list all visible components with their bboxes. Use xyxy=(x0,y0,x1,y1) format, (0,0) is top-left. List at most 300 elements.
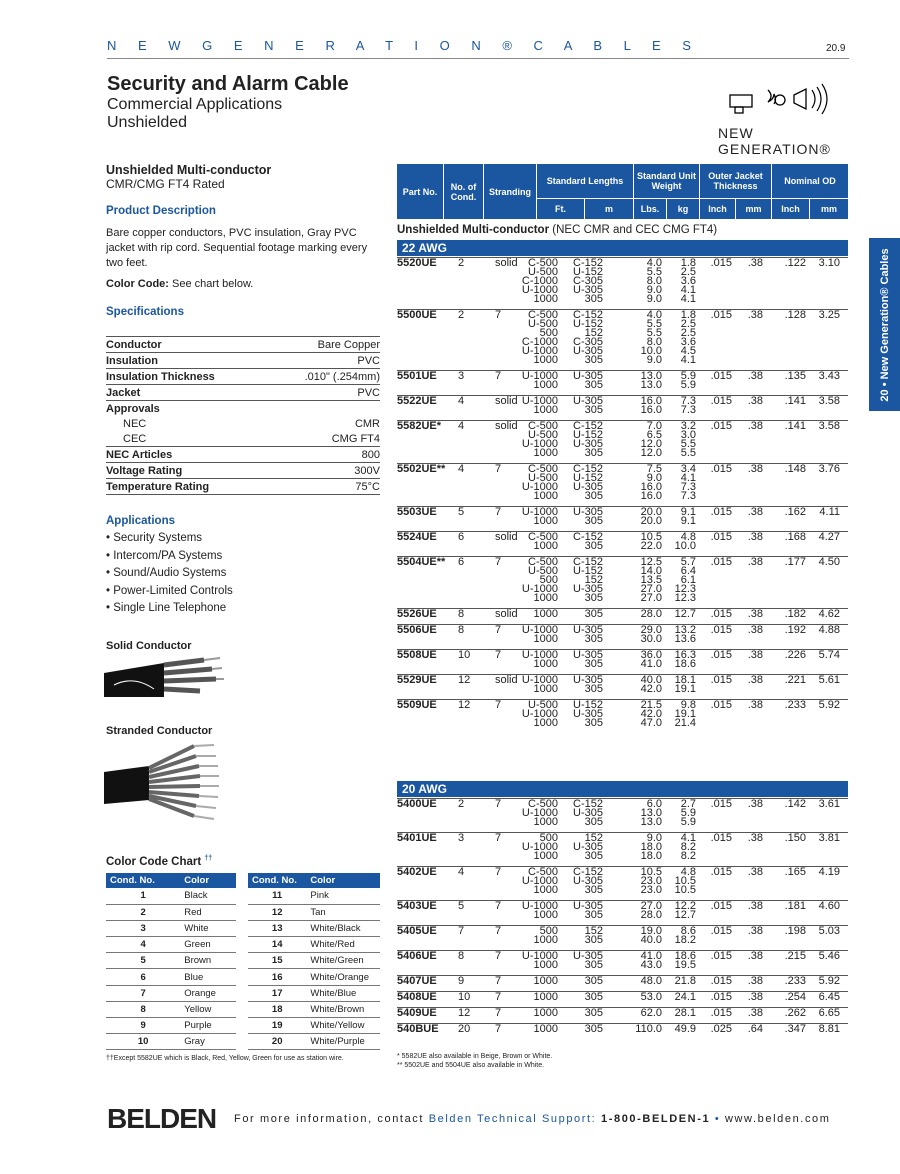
conductor-count: 12 xyxy=(458,674,471,686)
length-m: C-152 xyxy=(573,798,603,810)
jacket-inch: .015 xyxy=(710,900,732,912)
weight-kg-list xyxy=(675,676,696,694)
weight-kg: 12.7 xyxy=(674,608,696,620)
hdr-od-mm: mm xyxy=(810,199,848,219)
length-m: 305 xyxy=(584,540,603,552)
od-mm: 5.92 xyxy=(818,699,840,711)
length-ft-list xyxy=(522,868,558,895)
stranding: solid xyxy=(495,395,518,407)
length-ft: 1000 xyxy=(533,404,558,416)
weight-kg-list xyxy=(675,952,696,970)
spec-row xyxy=(106,416,380,431)
length-ft-list xyxy=(522,626,558,644)
weight-kg: 9.8 xyxy=(680,699,696,711)
product-subtitle: CMR/CMG FT4 Rated xyxy=(106,177,225,191)
applications-list xyxy=(106,530,233,618)
length-m: U-305 xyxy=(573,875,603,887)
spec-row xyxy=(106,337,380,353)
length-ft: 1000 xyxy=(533,850,558,862)
length-ft: U-1000 xyxy=(521,950,558,962)
length-m: 305 xyxy=(584,447,603,459)
spec-value: CMR xyxy=(354,418,380,430)
length-ft: C-1000 xyxy=(521,275,558,287)
length-ft: 1000 xyxy=(533,975,558,987)
weight-kg: 3.0 xyxy=(680,429,696,441)
weight-kg: 21.8 xyxy=(674,975,696,987)
weight-lbs: 9.0 xyxy=(646,284,662,296)
jacket-mm: .38 xyxy=(747,925,763,937)
length-ft-list xyxy=(522,800,558,827)
cond-number: 15 xyxy=(248,953,306,969)
jacket-inch: .015 xyxy=(710,556,732,568)
weight-kg: 5.7 xyxy=(680,556,696,568)
length-m: U-305 xyxy=(573,583,603,595)
length-ft: U-1000 xyxy=(521,583,558,595)
od-mm: 5.74 xyxy=(818,649,840,661)
product-row xyxy=(397,866,848,898)
od-inch: .165 xyxy=(784,866,806,878)
chart-heading-text: Color Code Chart xyxy=(106,855,202,868)
conductor-count: 4 xyxy=(458,866,465,878)
jacket-inch: .015 xyxy=(710,608,732,620)
length-ft: U-1000 xyxy=(521,807,558,819)
part-number: 5401UE xyxy=(397,832,437,844)
cond-color: White/Black xyxy=(306,920,380,936)
weight-lbs: 20.0 xyxy=(640,506,662,518)
weight-lbs: 42.0 xyxy=(640,683,662,695)
table-footnote-2: ** 5502UE and 5504UE also available in White. xyxy=(397,1062,545,1069)
color-code-table-a xyxy=(106,873,236,1050)
weight-lbs-list xyxy=(641,1009,662,1018)
weight-kg-list xyxy=(675,993,696,1002)
length-ft: 500 xyxy=(539,327,558,339)
length-ft: 1000 xyxy=(533,683,558,695)
left-column xyxy=(106,163,381,318)
length-ft: C-500 xyxy=(528,556,558,568)
color-code-row xyxy=(248,920,380,936)
weight-kg: 3.6 xyxy=(680,336,696,348)
cond-color: Green xyxy=(180,937,236,953)
length-m-list xyxy=(573,372,603,390)
contact-line xyxy=(234,1113,831,1125)
cond-number: 20 xyxy=(248,1034,306,1050)
stranding: 7 xyxy=(495,649,502,661)
weight-kg-list xyxy=(681,800,696,827)
weight-lbs: 21.5 xyxy=(640,699,662,711)
weight-lbs: 10.0 xyxy=(640,345,662,357)
hdr-od-inch: Inch xyxy=(772,199,809,219)
hdr-standard-unit-weight: Standard Unit Weight xyxy=(634,164,699,198)
weight-lbs: 8.0 xyxy=(646,275,662,287)
product-row xyxy=(397,257,848,307)
length-m: U-305 xyxy=(573,481,603,493)
length-ft: U-500 xyxy=(528,472,558,484)
stranding: 7 xyxy=(495,925,502,937)
jacket-inch: .015 xyxy=(710,463,732,475)
cond-number: 9 xyxy=(106,1018,180,1034)
weight-kg: 10.5 xyxy=(674,875,696,887)
od-inch: .226 xyxy=(784,649,806,661)
length-m: U-305 xyxy=(573,395,603,407)
weight-kg: 12.3 xyxy=(674,583,696,595)
jacket-mm: .38 xyxy=(747,395,763,407)
color-chart-footnote: ††Except 5582UE which is Black, Red, Yellow, Green for use as station wire. xyxy=(106,1055,344,1062)
jacket-mm: .38 xyxy=(747,608,763,620)
product-row xyxy=(397,1023,848,1037)
length-m-list xyxy=(585,977,603,986)
length-m: C-152 xyxy=(573,420,603,432)
conductor-count: 8 xyxy=(458,950,465,962)
length-m: 305 xyxy=(584,991,603,1003)
length-ft: 1000 xyxy=(533,633,558,645)
weight-kg: 8.2 xyxy=(680,841,696,853)
solid-conductor-illustration-icon xyxy=(104,655,224,705)
jacket-inch: .015 xyxy=(710,991,732,1003)
weight-kg-list xyxy=(681,465,696,501)
length-m-list xyxy=(573,422,603,458)
length-m: C-152 xyxy=(573,309,603,321)
length-m: 305 xyxy=(584,490,603,502)
length-m-list xyxy=(573,651,603,669)
stranding: 7 xyxy=(495,699,502,711)
length-m: 152 xyxy=(584,832,603,844)
solid-conductor-label: Solid Conductor xyxy=(106,640,192,652)
od-mm: 4.88 xyxy=(818,624,840,636)
chart-heading-mark: †† xyxy=(204,855,213,862)
length-ft: 500 xyxy=(539,925,558,937)
length-ft: U-1000 xyxy=(521,841,558,853)
length-m: 305 xyxy=(584,816,603,828)
length-m-list xyxy=(573,834,603,861)
length-ft: U-500 xyxy=(528,318,558,330)
weight-kg: 18.2 xyxy=(674,934,696,946)
weight-lbs: 23.0 xyxy=(640,884,662,896)
jacket-mm: .38 xyxy=(747,463,763,475)
part-number: 5402UE xyxy=(397,866,437,878)
conductor-count: 4 xyxy=(458,420,465,432)
stranding: 7 xyxy=(495,624,502,636)
length-ft: 1000 xyxy=(533,515,558,527)
length-m: 305 xyxy=(584,515,603,527)
cond-color: White/Brown xyxy=(306,1001,380,1017)
jacket-mm: .38 xyxy=(747,556,763,568)
weight-lbs: 28.0 xyxy=(640,909,662,921)
header-brand: N E W G E N E R A T I O N ® C A B L E S xyxy=(107,38,700,53)
length-m: 305 xyxy=(584,934,603,946)
length-m: U-305 xyxy=(573,624,603,636)
weight-kg: 7.3 xyxy=(680,404,696,416)
weight-kg: 9.1 xyxy=(680,515,696,527)
cond-number: 14 xyxy=(248,937,306,953)
weight-kg-list xyxy=(675,977,696,986)
hdr-lbs: Lbs. xyxy=(634,199,666,219)
conductor-count: 3 xyxy=(458,832,465,844)
weight-lbs: 6.5 xyxy=(646,429,662,441)
weight-lbs: 7.5 xyxy=(646,463,662,475)
conductor-count: 8 xyxy=(458,608,465,620)
contact-url[interactable]: www.belden.com xyxy=(720,1113,831,1125)
color-code-row xyxy=(248,937,380,953)
specifications-heading: Specifications xyxy=(106,306,184,318)
od-mm: 4.27 xyxy=(818,531,840,543)
od-inch: .141 xyxy=(784,420,806,432)
contact-support: Belden Technical Support: xyxy=(428,1113,597,1125)
length-ft-list xyxy=(522,651,558,669)
weight-kg: 4.8 xyxy=(680,531,696,543)
od-mm: 5.61 xyxy=(818,674,840,686)
length-ft: U-1000 xyxy=(521,345,558,357)
cond-color: White/Purple xyxy=(306,1034,380,1050)
weight-kg: 2.5 xyxy=(680,318,696,330)
color-code-row xyxy=(106,920,236,936)
part-number: 5503UE xyxy=(397,506,437,518)
od-inch: .177 xyxy=(784,556,806,568)
length-m: 305 xyxy=(584,293,603,305)
application-item: • Intercom/PA Systems xyxy=(106,548,233,566)
product-row xyxy=(397,420,848,461)
weight-lbs: 48.0 xyxy=(640,975,662,987)
weight-lbs-list xyxy=(641,651,662,669)
weight-lbs-list xyxy=(641,626,662,644)
weight-kg-list xyxy=(681,508,696,526)
length-m: 305 xyxy=(584,717,603,729)
length-ft: U-1000 xyxy=(521,438,558,450)
part-number: 5407UE xyxy=(397,975,437,987)
length-m: 305 xyxy=(584,884,603,896)
belden-logo: BELDEN xyxy=(107,1103,217,1134)
color-code-row xyxy=(106,1001,236,1017)
length-m: 152 xyxy=(584,925,603,937)
weight-kg: 10.5 xyxy=(674,884,696,896)
length-m-list xyxy=(573,952,603,970)
weight-kg: 2.5 xyxy=(680,327,696,339)
weight-lbs: 41.0 xyxy=(640,950,662,962)
section-title-rest: (NEC CMR and CEC CMG FT4) xyxy=(549,224,718,236)
weight-lbs: 27.0 xyxy=(640,900,662,912)
hdr-m: m xyxy=(585,199,633,219)
stranding: 7 xyxy=(495,463,502,475)
weight-lbs: 7.0 xyxy=(646,420,662,432)
cond-color: Gray xyxy=(180,1034,236,1050)
od-mm: 3.10 xyxy=(818,257,840,269)
length-ft: C-1000 xyxy=(521,336,558,348)
weight-lbs: 110.0 xyxy=(635,1023,662,1035)
weight-kg: 5.9 xyxy=(680,379,696,391)
od-mm: 4.60 xyxy=(818,900,840,912)
cond-number: 2 xyxy=(106,904,180,920)
length-ft: 500 xyxy=(539,832,558,844)
product-table-header xyxy=(397,164,848,219)
length-m-list xyxy=(573,676,603,694)
spec-key: Insulation xyxy=(106,353,268,369)
weight-kg: 13.6 xyxy=(674,633,696,645)
weight-lbs: 62.0 xyxy=(640,1007,662,1019)
cond-number: 10 xyxy=(106,1034,180,1050)
length-m: C-152 xyxy=(573,556,603,568)
conductor-count: 10 xyxy=(458,991,471,1003)
weight-lbs: 29.0 xyxy=(640,624,662,636)
jacket-mm: .38 xyxy=(747,866,763,878)
part-number: 5526UE xyxy=(397,608,437,620)
hdr-stranding: Stranding xyxy=(484,164,536,219)
part-number: 5502UE** xyxy=(397,463,446,475)
stranding: 7 xyxy=(495,900,502,912)
spec-row xyxy=(106,385,380,401)
weight-lbs-list xyxy=(641,952,662,970)
spec-value: CMG FT4 xyxy=(331,433,380,445)
weight-lbs: 12.0 xyxy=(640,447,662,459)
length-ft-list xyxy=(534,977,558,986)
cond-number: 19 xyxy=(248,1018,306,1034)
spec-key: CEC xyxy=(123,433,147,445)
weight-kg: 49.9 xyxy=(674,1023,696,1035)
od-inch: .148 xyxy=(784,463,806,475)
length-ft-list xyxy=(522,372,558,390)
hdr-standard-lengths: Standard Lengths xyxy=(537,164,633,198)
length-ft: U-1000 xyxy=(521,481,558,493)
stranding: solid xyxy=(495,531,518,543)
od-mm: 6.65 xyxy=(818,1007,840,1019)
weight-lbs-list xyxy=(641,610,662,619)
length-ft-list xyxy=(534,610,558,619)
hdr-no-of-cond: No. of Cond. xyxy=(444,164,483,219)
length-ft-list xyxy=(534,1009,558,1018)
conductor-count: 3 xyxy=(458,370,465,382)
cond-number: 3 xyxy=(106,920,180,936)
conductor-count: 6 xyxy=(458,556,465,568)
od-inch: .162 xyxy=(784,506,806,518)
weight-lbs: 14.0 xyxy=(640,565,662,577)
stranded-conductor-illustration-icon xyxy=(104,742,224,827)
length-ft-list xyxy=(534,993,558,1002)
jacket-inch: .015 xyxy=(710,395,732,407)
length-ft-list xyxy=(522,508,558,526)
cond-number: 5 xyxy=(106,953,180,969)
length-ft: 1000 xyxy=(533,293,558,305)
length-m: 305 xyxy=(584,975,603,987)
application-item: • Single Line Telephone xyxy=(106,600,233,618)
color-code-row xyxy=(106,969,236,985)
jacket-mm: .38 xyxy=(747,624,763,636)
stranding: 7 xyxy=(495,798,502,810)
weight-kg-list xyxy=(681,422,696,458)
weight-lbs-list xyxy=(641,558,662,603)
jacket-inch: .025 xyxy=(710,1023,732,1035)
weight-kg-list xyxy=(675,1025,696,1034)
section-title-bold: Unshielded Multi-conductor xyxy=(397,224,550,236)
applications-section xyxy=(106,515,233,618)
weight-kg: 18.1 xyxy=(674,674,696,686)
weight-lbs: 13.0 xyxy=(640,807,662,819)
jacket-mm: .38 xyxy=(747,649,763,661)
weight-lbs: 27.0 xyxy=(640,592,662,604)
weight-lbs-list xyxy=(641,508,662,526)
jacket-inch: .015 xyxy=(710,925,732,937)
stranding: 7 xyxy=(495,991,502,1003)
length-ft: 1000 xyxy=(533,658,558,670)
od-mm: 8.81 xyxy=(818,1023,840,1035)
weight-lbs: 18.0 xyxy=(640,841,662,853)
cond-number: 12 xyxy=(248,904,306,920)
cond-number: 7 xyxy=(106,985,180,1001)
length-m: U-152 xyxy=(573,565,603,577)
length-ft: U-1000 xyxy=(521,900,558,912)
od-mm: 3.61 xyxy=(818,798,840,810)
weight-kg: 21.4 xyxy=(674,717,696,729)
part-number: 5524UE xyxy=(397,531,437,543)
od-mm: 6.45 xyxy=(818,991,840,1003)
jacket-mm: .38 xyxy=(747,832,763,844)
length-ft: 1000 xyxy=(533,991,558,1003)
weight-lbs: 9.0 xyxy=(646,472,662,484)
length-m-list xyxy=(573,902,603,920)
length-ft: U-1000 xyxy=(521,708,558,720)
cond-number: 8 xyxy=(106,1001,180,1017)
conductor-count: 20 xyxy=(458,1023,471,1035)
weight-kg: 12.2 xyxy=(674,900,696,912)
cond-number: 17 xyxy=(248,985,306,1001)
length-m-list xyxy=(573,868,603,895)
spec-value: PVC xyxy=(268,385,380,401)
jacket-inch: .015 xyxy=(710,798,732,810)
color-code-row xyxy=(248,888,380,904)
length-m-list xyxy=(573,800,603,827)
conductor-count: 2 xyxy=(458,257,465,269)
jacket-inch: .015 xyxy=(710,832,732,844)
color-code-row xyxy=(106,888,236,904)
weight-kg-list xyxy=(675,610,696,619)
length-m: 305 xyxy=(584,959,603,971)
jacket-mm: .38 xyxy=(747,975,763,987)
weight-kg: 5.9 xyxy=(680,807,696,819)
color-code-row xyxy=(248,985,380,1001)
product-row xyxy=(397,624,848,647)
weight-kg: 1.8 xyxy=(680,309,696,321)
cond-color: White/Orange xyxy=(306,969,380,985)
color-code-row xyxy=(248,904,380,920)
part-number: 5509UE xyxy=(397,699,437,711)
spec-value: 800 xyxy=(268,447,380,463)
spec-row xyxy=(106,431,380,447)
stranding: solid xyxy=(495,674,518,686)
jacket-inch: .015 xyxy=(710,975,732,987)
weight-lbs-list xyxy=(641,993,662,1002)
product-row xyxy=(397,370,848,393)
cond-color: White xyxy=(180,920,236,936)
part-number: 5406UE xyxy=(397,950,437,962)
col-cond-no: Cond. No. xyxy=(106,873,180,888)
spec-value xyxy=(268,401,380,417)
length-ft-list xyxy=(522,952,558,970)
weight-kg-list xyxy=(675,1009,696,1018)
conductor-count: 8 xyxy=(458,624,465,636)
weight-kg-list xyxy=(681,397,696,415)
length-ft-list xyxy=(522,676,558,694)
color-code-row xyxy=(248,1001,380,1017)
weight-kg: 4.8 xyxy=(680,866,696,878)
cond-color: White/Green xyxy=(306,953,380,969)
weight-lbs-list xyxy=(641,701,662,728)
weight-kg: 9.1 xyxy=(680,506,696,518)
weight-kg: 10.0 xyxy=(674,540,696,552)
jacket-inch: .015 xyxy=(710,674,732,686)
conductor-count: 4 xyxy=(458,395,465,407)
product-description: Bare copper conductors, PVC insulation, Gray PVC jacket with rip cord. Sequential footage marking every two feet. xyxy=(106,227,368,269)
length-ft: 1000 xyxy=(533,1007,558,1019)
spec-key: Temperature Rating xyxy=(106,479,268,495)
weight-kg: 12.7 xyxy=(674,909,696,921)
weight-lbs: 13.0 xyxy=(640,379,662,391)
